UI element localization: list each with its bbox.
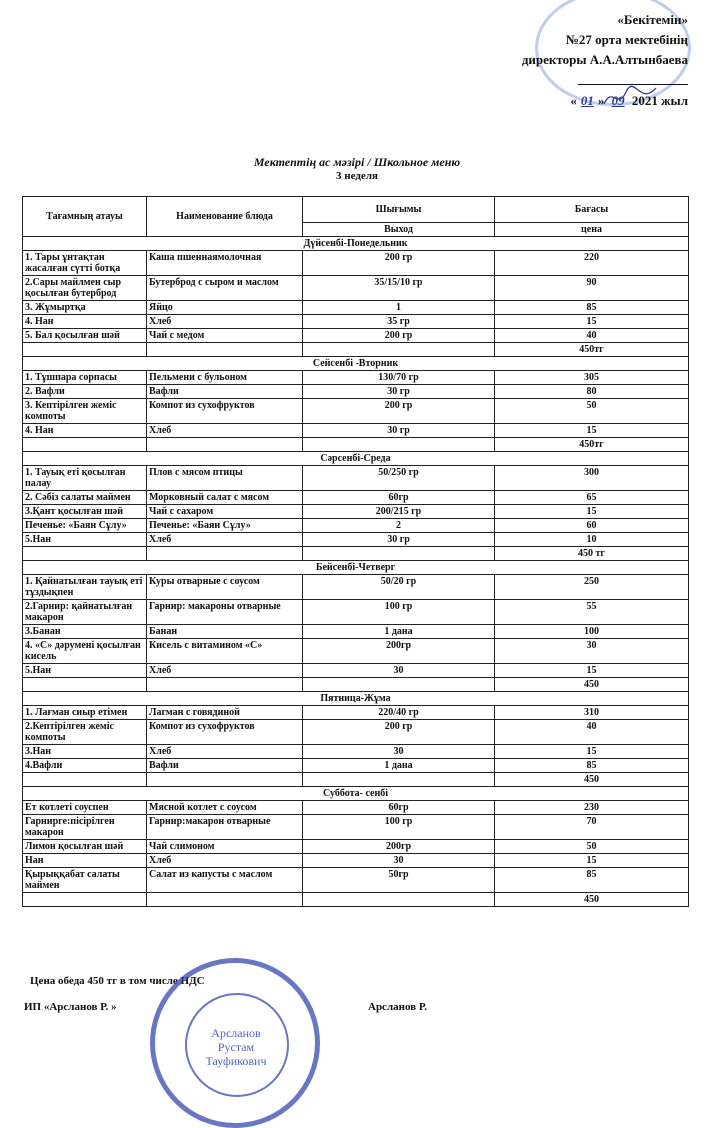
cell-name-ru [147,773,303,787]
cell-name-kz: 5.Нан [23,533,147,547]
menu-row [23,438,689,452]
page-title: Мектептің ас мәзірі / Школьное меню [253,155,461,169]
approval-line2: №27 орта мектебінің [565,32,688,47]
day-title: Сәрсенбі-Среда [23,452,689,466]
cell-output: 50/20 гр [303,575,495,600]
cell-price: 85 [495,868,689,893]
menu-row [23,600,689,625]
day-title: Бейсенбі-Четверг [23,561,689,575]
menu-row [23,678,689,692]
day-header-row [23,787,689,801]
page-subtitle: 3 неделя [336,170,378,182]
menu-row [23,343,689,357]
menu-row [23,424,689,438]
cell-price: 65 [495,491,689,505]
cell-name-kz: Гарнирге:пісірілген макарон [23,815,147,840]
cell-name-kz: 4. «С» дәрумені қосылған кисель [23,639,147,664]
menu-row [23,466,689,491]
cell-price: 10 [495,533,689,547]
cell-name-ru: Каша пшеннаямолочная [147,251,303,276]
cell-output: 30 гр [303,533,495,547]
cell-price: 220 [495,251,689,276]
header-name-ru: Наименование блюда [147,197,303,237]
cell-output [303,773,495,787]
menu-row [23,301,689,315]
cell-output: 30 гр [303,424,495,438]
cell-name-ru: Куры отварные с соусом [147,575,303,600]
cell-output: 1 дана [303,625,495,639]
cell-output: 220/40 гр [303,706,495,720]
day-header-row [23,237,689,251]
cell-name-ru: Хлеб [147,854,303,868]
cell-output: 50/250 гр [303,466,495,491]
cell-name-ru [147,547,303,561]
cell-name-ru: Чай с медом [147,329,303,343]
cell-price: 40 [495,329,689,343]
cell-name-kz [23,773,147,787]
cell-output [303,438,495,452]
cell-output: 200 гр [303,251,495,276]
cell-name-ru: Гарнир:макарон отварные [147,815,303,840]
cell-output: 30 [303,854,495,868]
cell-price: 15 [495,424,689,438]
cell-name-kz: 4.Вафли [23,759,147,773]
menu-row [23,385,689,399]
cell-name-kz [23,438,147,452]
signer-name: Арсланов Р. [368,1001,427,1013]
cell-name-kz: 1. Лағман сиыр етімен [23,706,147,720]
cell-output: 200гр [303,840,495,854]
cell-name-ru: Хлеб [147,745,303,759]
cell-price: 305 [495,371,689,385]
menu-body [23,237,689,907]
cell-price: 70 [495,815,689,840]
cell-output [303,678,495,692]
cell-name-kz: 4. Нан [23,315,147,329]
cell-name-ru: Банан [147,625,303,639]
day-title: Дүйсенбі-Понедельник [23,237,689,251]
cell-price: 15 [495,664,689,678]
cell-name-kz: 3.Банан [23,625,147,639]
date-year: 2021 жыл [631,93,688,108]
cell-name-ru [147,678,303,692]
cell-name-kz: Лимон қосылған шәй [23,840,147,854]
cell-price: 310 [495,706,689,720]
header-output-kz: Шығымы [303,197,495,223]
menu-row [23,815,689,840]
price-note: Цена обеда 450 тг в том числе НДС [30,975,205,987]
cell-name-ru: Пельмени с бульоном [147,371,303,385]
cell-output: 50гр [303,868,495,893]
cell-price: 80 [495,385,689,399]
menu-row [23,706,689,720]
cell-name-kz: Ет котлеті соуспен [23,801,147,815]
cell-name-ru: Чай слимоном [147,840,303,854]
cell-output: 130/70 гр [303,371,495,385]
menu-row [23,854,689,868]
cell-name-ru: Печенье: «Баян Сұлу» [147,519,303,533]
cell-price: 90 [495,276,689,301]
cell-name-kz [23,343,147,357]
day-header-row [23,692,689,706]
cell-name-kz: 2.Сары майлмен сыр қосылған бутерброд [23,276,147,301]
cell-output [303,893,495,907]
cell-name-kz: 3.Нан [23,745,147,759]
menu-row [23,893,689,907]
cell-name-ru: Плов с мясом птицы [147,466,303,491]
cell-name-kz: 5. Бал қосылған шәй [23,329,147,343]
cell-price: 85 [495,301,689,315]
menu-row [23,575,689,600]
menu-row [23,371,689,385]
director-signature [600,82,660,112]
cell-name-kz: Қырыққабат салаты маймен [23,868,147,893]
cell-name-ru: Морковный салат с мясом [147,491,303,505]
cell-output: 35 гр [303,315,495,329]
cell-output: 60гр [303,801,495,815]
cell-price: 450 [495,678,689,692]
cell-price: 15 [495,854,689,868]
menu-row [23,491,689,505]
cell-name-kz: 4. Нан [23,424,147,438]
cell-price: 85 [495,759,689,773]
cell-name-ru: Хлеб [147,315,303,329]
day-title: Пятница-Жұма [23,692,689,706]
cell-name-kz [23,893,147,907]
cell-name-ru: Кисель с витамином «С» [147,639,303,664]
cell-name-kz: 2.Кептірілген жеміс компоты [23,720,147,745]
cell-price: 230 [495,801,689,815]
cell-name-kz: 1. Тары ұнтақтан жасалған сүтті ботқа [23,251,147,276]
cell-name-ru: Лагман с говядиной [147,706,303,720]
header-price-ru: цена [495,223,689,237]
menu-row [23,720,689,745]
cell-price: 15 [495,315,689,329]
header-output-ru: Выход [303,223,495,237]
day-header-row [23,357,689,371]
cell-name-kz: Нан [23,854,147,868]
cell-name-kz: 3.Қант қосылған шәй [23,505,147,519]
cell-output: 100 гр [303,600,495,625]
menu-row [23,519,689,533]
ip-name: ИП «Арсланов Р. » [24,1001,117,1013]
cell-name-ru [147,438,303,452]
cell-output: 2 [303,519,495,533]
approval-line1: «Бекітемін» [617,12,688,27]
menu-row [23,840,689,854]
approval-date: « 01 » 09 2021 жыл [570,93,688,108]
cell-output [303,547,495,561]
cell-output: 200гр [303,639,495,664]
menu-table [22,196,689,907]
cell-name-ru: Хлеб [147,424,303,438]
cell-name-kz: 1. Тұшпара сорпасы [23,371,147,385]
cell-price: 50 [495,399,689,424]
menu-row [23,315,689,329]
cell-output: 200 гр [303,720,495,745]
cell-output: 200/215 гр [303,505,495,519]
cell-name-ru: Гарнир: макароны отварные [147,600,303,625]
cell-name-ru: Яйцо [147,301,303,315]
cell-price: 50 [495,840,689,854]
cell-name-kz [23,547,147,561]
cell-output: 30 гр [303,385,495,399]
cell-name-kz: 2. Вафли [23,385,147,399]
menu-row [23,276,689,301]
cell-name-ru: Вафли [147,759,303,773]
cell-price: 300 [495,466,689,491]
cell-name-kz: 1. Қайнатылған тауық еті тұздықпен [23,575,147,600]
cell-output: 200 гр [303,329,495,343]
cell-name-ru: Вафли [147,385,303,399]
menu-row [23,533,689,547]
cell-name-kz: 3. Жұмыртқа [23,301,147,315]
menu-row [23,399,689,424]
cell-price: 450 [495,773,689,787]
cell-price: 15 [495,745,689,759]
cell-output: 1 [303,301,495,315]
cell-output: 30 [303,745,495,759]
menu-row [23,547,689,561]
menu-row [23,868,689,893]
cell-price: 450 тг [495,547,689,561]
menu-row [23,773,689,787]
day-title: Суббота- сенбі [23,787,689,801]
cell-name-ru: Мясной котлет с соусом [147,801,303,815]
cell-output: 200 гр [303,399,495,424]
cell-name-ru: Хлеб [147,664,303,678]
cell-price: 250 [495,575,689,600]
day-header-row [23,561,689,575]
cell-name-kz: 2. Сәбіз салаты маймен [23,491,147,505]
header-price-kz: Бағасы [495,197,689,223]
cell-name-ru: Компот из сухофруктов [147,720,303,745]
cell-output: 100 гр [303,815,495,840]
cell-price: 55 [495,600,689,625]
menu-row [23,745,689,759]
menu-row [23,759,689,773]
cell-name-kz: 5.Нан [23,664,147,678]
date-month: 09 [611,93,625,108]
cell-name-ru [147,343,303,357]
cell-name-kz [23,678,147,692]
header-name-kz: Тағамның атауы [23,197,147,237]
cell-name-kz: 3. Кептірілген жеміс компоты [23,399,147,424]
cell-output [303,343,495,357]
cell-name-ru: Салат из капусты с маслом [147,868,303,893]
menu-row [23,625,689,639]
cell-price: 15 [495,505,689,519]
cell-output: 35/15/10 гр [303,276,495,301]
menu-row [23,801,689,815]
cell-name-ru: Бутерброд с сыром и маслом [147,276,303,301]
menu-row [23,664,689,678]
menu-row [23,639,689,664]
cell-output: 30 [303,664,495,678]
cell-price: 30 [495,639,689,664]
cell-output: 60гр [303,491,495,505]
cell-name-ru: Хлеб [147,533,303,547]
cell-name-ru: Компот из сухофруктов [147,399,303,424]
menu-row [23,251,689,276]
cell-output: 1 дана [303,759,495,773]
cell-name-kz: 2.Гарнир: қайнатылған макарон [23,600,147,625]
day-title: Сейсенбі -Вторник [23,357,689,371]
cell-price: 450тг [495,438,689,452]
date-day: 01 [580,93,594,108]
cell-name-ru: Чай с сахаром [147,505,303,519]
cell-name-kz: 1. Тауық еті қосылған палау [23,466,147,491]
cell-price: 450тг [495,343,689,357]
cell-price: 100 [495,625,689,639]
cell-name-ru [147,893,303,907]
menu-row [23,505,689,519]
cell-price: 40 [495,720,689,745]
approval-line3: директоры А.А.Алтынбаева [521,52,688,67]
day-header-row [23,452,689,466]
cell-price: 450 [495,893,689,907]
stamp-text: Арсланов Рустам Тауфикович [205,1026,267,1068]
menu-row [23,329,689,343]
cell-price: 60 [495,519,689,533]
cell-name-kz: Печенье: «Баян Сұлу» [23,519,147,533]
